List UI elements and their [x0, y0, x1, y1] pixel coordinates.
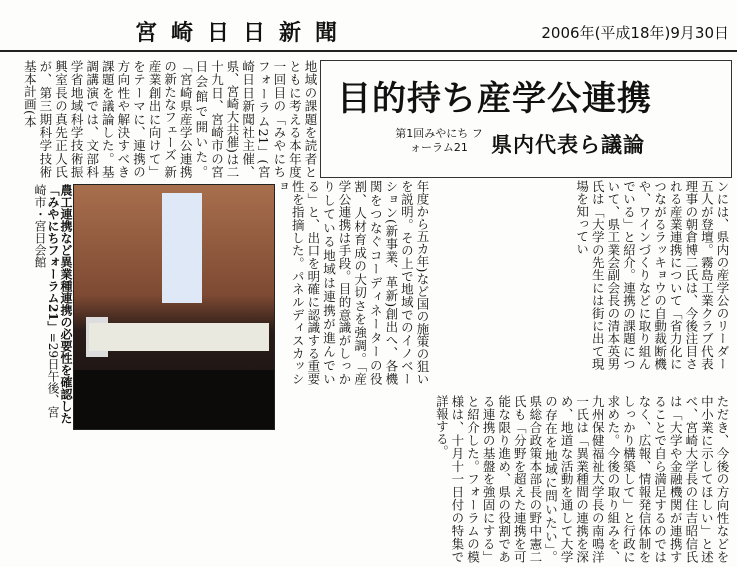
photo-caption: [32, 184, 72, 424]
publication-date: 2006年(平成18年)9月30日: [541, 24, 729, 42]
subheadline-row: [393, 125, 713, 165]
photo-caption-main: 農工連携など異業種連携の必要性を確認した「みやにちフォーラム21」: [46, 184, 73, 424]
photo-caption-credit: =29日午後、宮崎市・宮日会館: [33, 184, 60, 419]
newspaper-name: 宮崎日日新聞: [135, 20, 352, 46]
sub-headline: 県内代表ら議論: [491, 132, 645, 157]
photo-banner: [162, 193, 202, 303]
main-headline: 目的持ち産学公連携: [337, 79, 652, 119]
photo-audience: [74, 370, 274, 429]
article-lead-text: 地域の課題を読者とともに考える本年度一回目の「みやにちフォーラム21」(宮崎日日新聞社主催、県、宮崎大共催)は二十九日、宮崎市の宮日会館で開いた。「宮崎県産学公連携の新たなフェーズ 新産業創出に向けて」をテーマに、連携の方向性や解決すべき課題を議論した。基調講演では、文部科学省地域科学技術振興室長の真先正人氏が、第三期科学技術基本計画(本: [22, 60, 318, 178]
article-body-column: ンには、県内の産学公のリーダー五人が登壇。霧島工業クラブ代表理事の朝倉博二氏は、今後注目される産業連携について「省力化につながるラッキョウの自動裁断機や、ワインづくりなどに取り組んでいる」と紹介。連携の課題について、県工業会副会長の清本英男氏は「大学の先生には街に出て現場を知ってい: [574, 180, 730, 370]
masthead: [0, 0, 737, 52]
photo-panel-discussion: [73, 184, 275, 430]
forum-label: 第1回みやにち フォーラム21: [395, 127, 483, 154]
headline-block: [320, 60, 732, 178]
photo-panel-table: [89, 323, 269, 351]
article-body-column: 年度から五カ年)など国の施策の狙いを説明。その上で地域でのイノベーション(新事業、革新)創出へ、各機関をつなぐコーディネーターの役割、人材育成の大切さを強調。「産学公連携は手段。目的意識がしっかりしている地域は連携が進んでいる」と、出口を明確に認識する重要性を指摘した。パネルディスカッショ: [275, 180, 430, 385]
article-body-column: ただき、今後の方向性などを中小業に示してほしい」と述べ、宮崎大学長の住吉昭信氏は「大学や金融機関が連携することで自ら満足するのではなく、広報、情報発信体制をしっかり構築して」と行政に求めた。今後の取り組みを、九州保健福祉大学長の南鳴洋一氏は「異業種間の連携を深め、地道な活動を通して大学の存在を地域に問いたい」。県総合政策本部長の野中憲二氏も「分野を超えた連携を可能な限り進め、県の役割である連携の基盤を強固にする」と紹介した。フォーラムの模様は、十月十一日付の特集で詳報する。: [434, 395, 730, 563]
masthead-rule: [0, 50, 737, 52]
